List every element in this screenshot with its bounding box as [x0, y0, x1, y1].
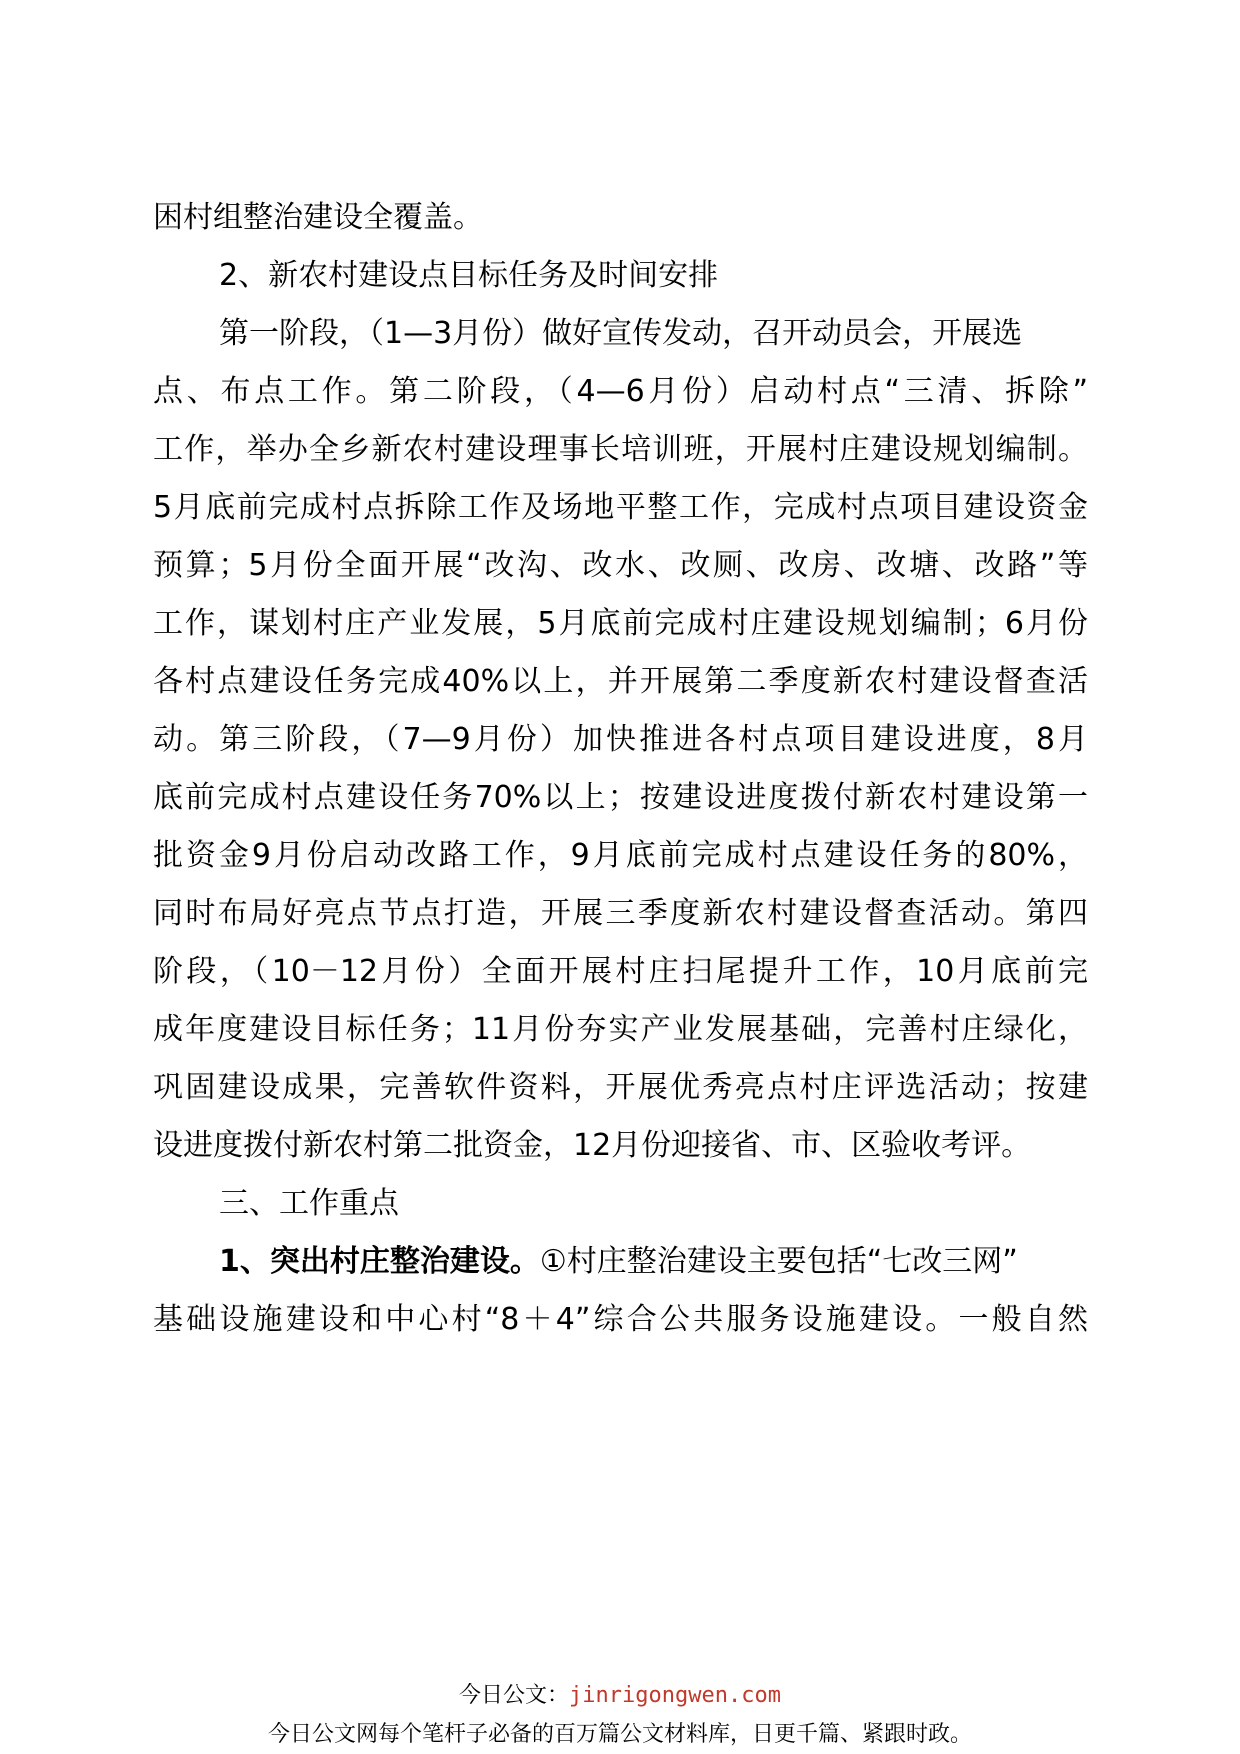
paragraph-line: 巩固建设成果，完善软件资料，开展优秀亮点村庄评选活动；按建 [153, 1070, 1088, 1105]
paragraph-line: 预算；5月份全面开展“改沟、改水、改厕、改房、改塘、改路”等 [153, 548, 1088, 583]
bold-lead-heading: 1、突出村庄整治建设。 [219, 1244, 540, 1279]
paragraph-line: 批资金9月份启动改路工作，9月底前完成村点建设任务的80%， [153, 838, 1088, 873]
paragraph-line: 阶段，（10－12月份）全面开展村庄扫尾提升工作，10月底前完 [153, 954, 1088, 989]
footer-site-url[interactable]: jinrigongwen.com [569, 1683, 781, 1708]
paragraph-line [219, 1242, 1018, 1282]
footer-site [0, 1682, 1240, 1710]
paragraph-line: 各村点建设任务完成40%以上，并开展第二季度新农村建设督查活 [153, 664, 1088, 699]
section-heading: 三、工作重点 [219, 1186, 399, 1221]
paragraph-line: 点、布点工作。第二阶段，（4—6月份）启动村点“三清、拆除” [153, 374, 1088, 409]
paragraph-line: 成年度建设目标任务；11月份夯实产业发展基础，完善村庄绿化， [153, 1012, 1088, 1047]
paragraph-line: 5月底前完成村点拆除工作及场地平整工作，完成村点项目建设资金 [153, 490, 1088, 525]
paragraph-line: 同时布局好亮点节点打造，开展三季度新农村建设督查活动。第四 [153, 896, 1088, 931]
paragraph-line: 工作，谋划村庄产业发展，5月底前完成村庄建设规划编制；6月份 [153, 606, 1088, 641]
footer-site-label: 今日公文： [459, 1683, 570, 1708]
paragraph-line: 困村组整治建设全覆盖。 [153, 200, 483, 235]
footer-tagline: 今日公文网每个笔杆子必备的百万篇公文材料库，日更千篇、紧跟时政。 [267, 1722, 972, 1747]
paragraph-text: ①村庄整治建设主要包括“七改三网” [539, 1244, 1018, 1279]
paragraph-line: 基础设施建设和中心村“8＋4”综合公共服务设施建设。一般自然 [153, 1302, 1088, 1337]
paragraph-line: 动。第三阶段，（7—9月份）加快推进各村点项目建设进度，8月 [153, 722, 1088, 757]
paragraph-line: 底前完成村点建设任务70%以上；按建设进度拨付新农村建设第一 [153, 780, 1088, 815]
paragraph-line: 设进度拨付新农村第二批资金，12月份迎接省、市、区验收考评。 [153, 1128, 1032, 1163]
paragraph-line: 第一阶段，（1—3月份）做好宣传发动，召开动员会，开展选 [219, 316, 1023, 351]
paragraph-line: 工作，举办全乡新农村建设理事长培训班，开展村庄建设规划编制。 [153, 432, 1088, 467]
section-heading: 2、新农村建设点目标任务及时间安排 [219, 258, 719, 293]
